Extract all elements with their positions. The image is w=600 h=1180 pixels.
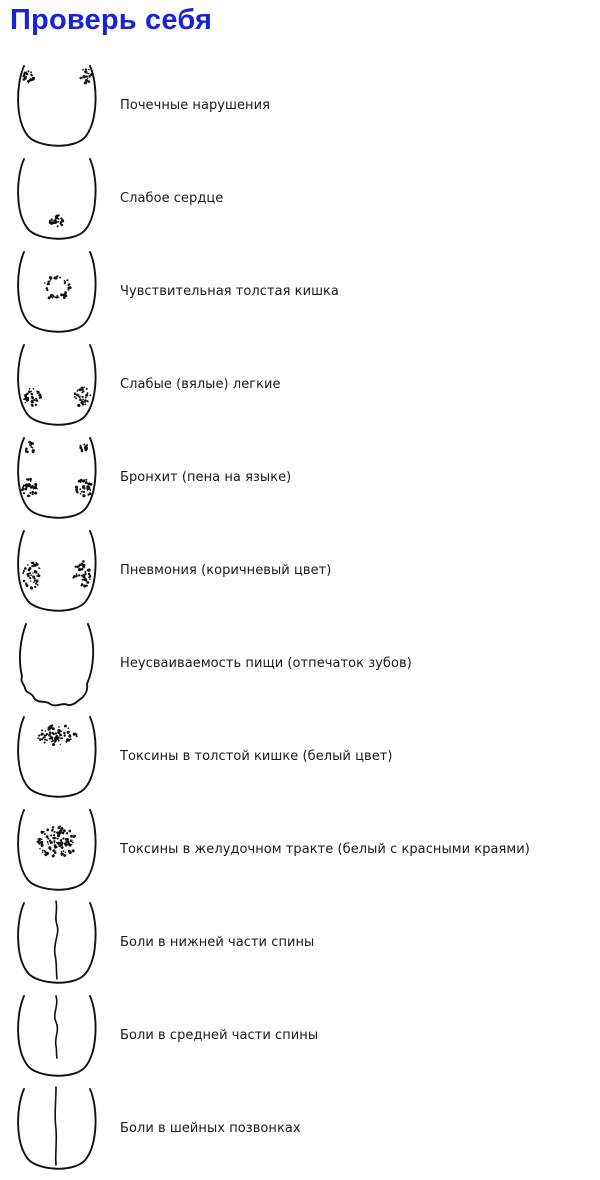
item-label: Чувствительная толстая кишка	[120, 284, 339, 299]
item-label: Бронхит (пена на языке)	[120, 470, 292, 485]
item-label: Боли в шейных позвонках	[120, 1121, 301, 1136]
item-label: Токсины в толстой кишке (белый цвет)	[120, 749, 393, 764]
item-label: Слабое сердце	[120, 191, 224, 206]
item-label: Неусваиваемость пищи (отпечаток зубов)	[120, 656, 412, 671]
list-item	[0, 525, 600, 618]
tongue-neck-icon	[14, 1083, 98, 1175]
tongue-teeth-marks-icon	[14, 618, 98, 710]
tongue-kidney-icon	[14, 60, 98, 152]
list-item	[0, 1083, 600, 1176]
item-label: Пневмония (коричневый цвет)	[120, 563, 332, 578]
item-label: Почечные нарушения	[120, 98, 270, 113]
tongue-middle-back-icon	[14, 990, 98, 1082]
tongue-lower-back-icon	[14, 897, 98, 989]
page-title: Проверь себя	[10, 4, 213, 36]
list-item	[0, 60, 600, 153]
item-label: Токсины в желудочном тракте (белый с красными краями)	[120, 842, 530, 857]
tongue-heart-icon	[14, 153, 98, 245]
item-label: Боли в нижней части спины	[120, 935, 315, 950]
list-item	[0, 246, 600, 339]
list-item	[0, 897, 600, 990]
list-item	[0, 339, 600, 432]
tongue-bronchitis-icon	[14, 432, 98, 524]
tongue-pneumonia-icon	[14, 525, 98, 617]
tongue-colon-icon	[14, 246, 98, 338]
list-item	[0, 153, 600, 246]
list-item	[0, 804, 600, 897]
list-item	[0, 990, 600, 1083]
item-label: Слабые (вялые) легкие	[120, 377, 281, 392]
tongue-lungs-icon	[14, 339, 98, 431]
list-item	[0, 432, 600, 525]
tongue-stomach-toxins-icon	[14, 804, 98, 896]
item-label: Боли в средней части спины	[120, 1028, 319, 1043]
list-item	[0, 711, 600, 804]
tongue-colon-toxins-icon	[14, 711, 98, 803]
list-item	[0, 618, 600, 711]
